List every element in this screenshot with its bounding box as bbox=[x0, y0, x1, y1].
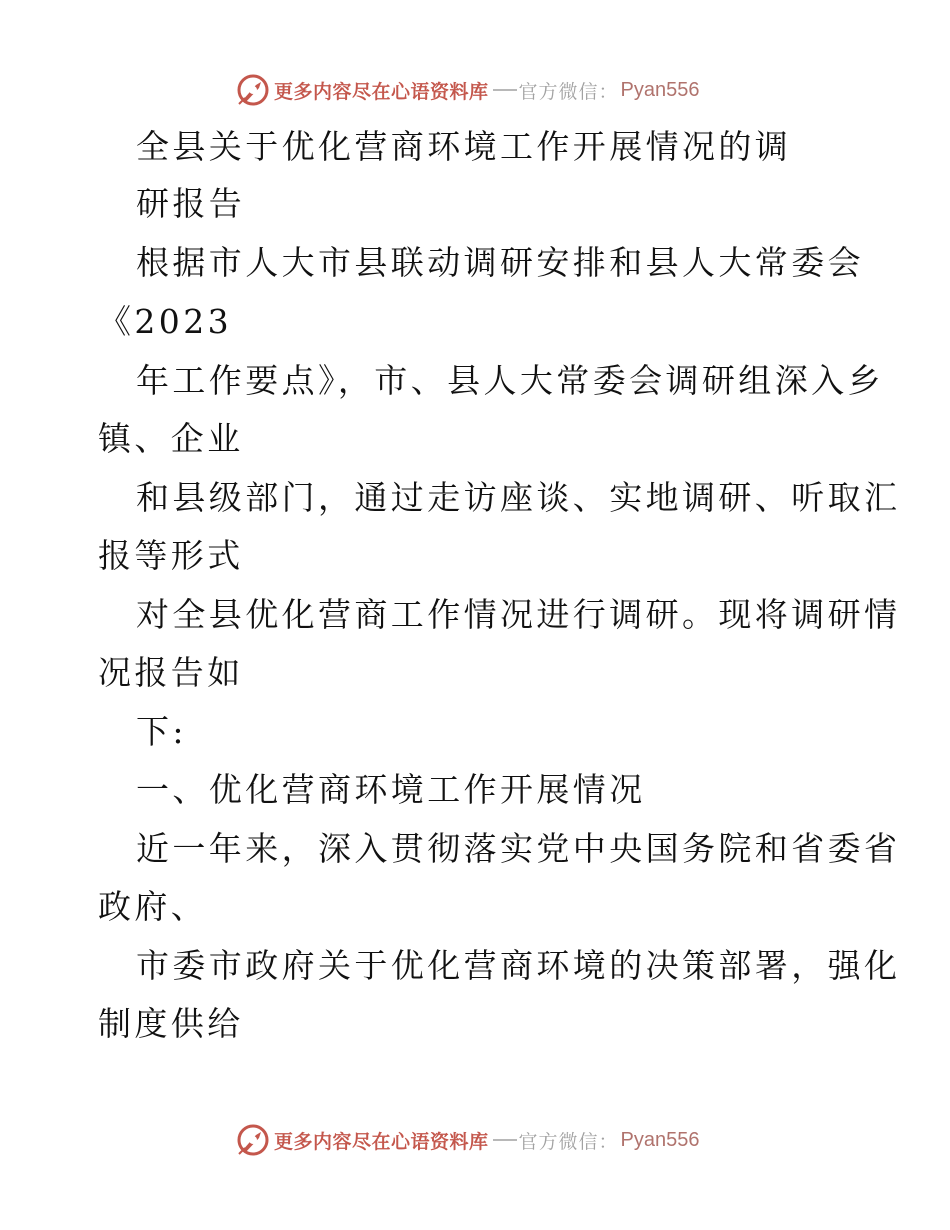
watermark-wechat-id: Pyan556 bbox=[620, 1128, 700, 1151]
doc-line: 市委市政府关于优化营商环境的决策部署，强化 bbox=[136, 946, 901, 985]
watermark-wechat-label: 官方微信： bbox=[518, 80, 619, 103]
doc-title-line-2: 研报告 bbox=[136, 184, 246, 223]
doc-line: 况报告如 bbox=[98, 653, 244, 692]
header-watermark bbox=[236, 72, 700, 108]
footer-watermark bbox=[236, 1122, 700, 1158]
doc-line: 报等形式 bbox=[98, 536, 244, 575]
watermark-divider bbox=[493, 89, 517, 91]
doc-line: 下: bbox=[136, 712, 187, 751]
doc-line: 根据市人大市县联动调研安排和县人大常委会 bbox=[136, 243, 864, 282]
watermark-text: 更多内容尽在心语资料库 bbox=[274, 80, 489, 103]
doc-line: 《2023 bbox=[98, 302, 232, 341]
pen-logo-icon bbox=[236, 73, 270, 107]
doc-line: 对全县优化营商工作情况进行调研。现将调研情 bbox=[136, 595, 901, 634]
doc-line: 镇、企业 bbox=[98, 419, 244, 458]
doc-title-line-1: 全县关于优化营商环境工作开展情况的调 bbox=[136, 127, 792, 166]
watermark-wechat-label: 官方微信： bbox=[518, 1130, 619, 1153]
doc-line: 近一年来，深入贯彻落实党中央国务院和省委省 bbox=[136, 829, 901, 868]
doc-line: 政府、 bbox=[98, 887, 208, 926]
watermark-wechat-id: Pyan556 bbox=[620, 78, 700, 101]
watermark-divider bbox=[493, 1139, 517, 1141]
pen-logo-icon bbox=[236, 1123, 270, 1157]
doc-line: 和县级部门，通过走访座谈、实地调研、听取汇 bbox=[136, 478, 901, 517]
watermark-text: 更多内容尽在心语资料库 bbox=[274, 1130, 489, 1153]
doc-line: 制度供给 bbox=[98, 1004, 244, 1043]
doc-line: 年工作要点》，市、县人大常委会调研组深入乡 bbox=[136, 361, 884, 400]
section-heading: 一、优化营商环境工作开展情况 bbox=[136, 770, 646, 809]
